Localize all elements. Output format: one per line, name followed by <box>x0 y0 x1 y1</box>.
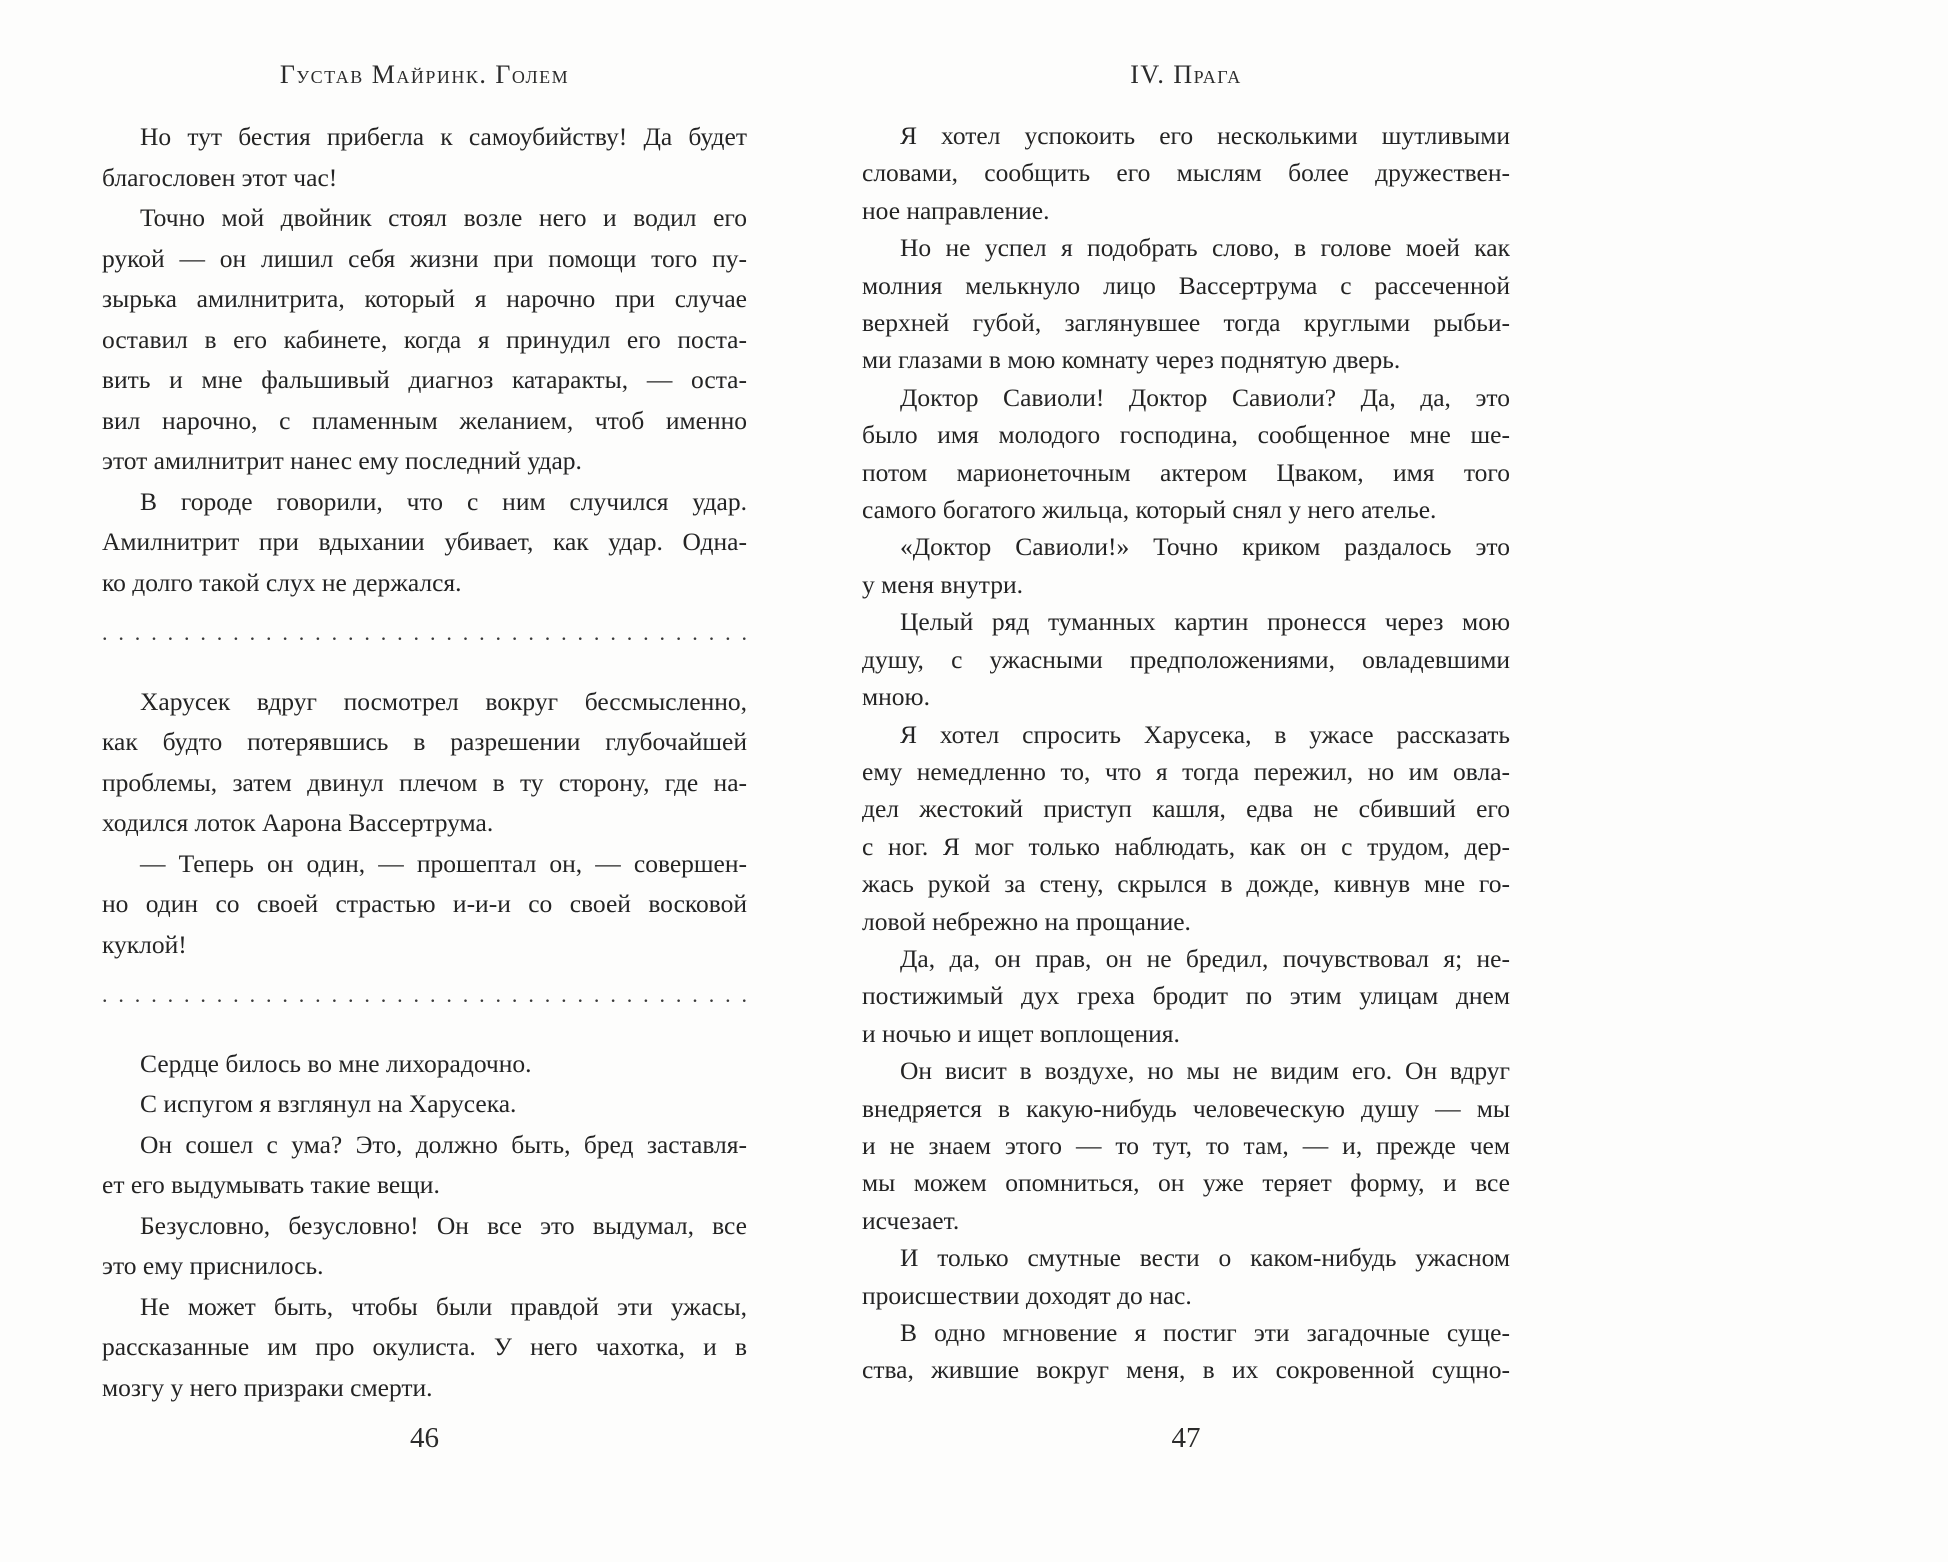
paragraph <box>102 844 747 966</box>
section-break-dots: . . . . . . . . . . . . . . . . . . . . . . . . . . . . . . . . . . . . . . . . <box>102 620 747 645</box>
text-line: мы можем опомниться, он уже теряет форму, и все <box>862 1168 1510 1198</box>
text-line: ко долго такой слух не держался. <box>102 567 462 597</box>
right-page-number: 47 <box>1171 1422 1201 1454</box>
text-line: как будто потерявшись в разрешении глубочайшей <box>102 727 747 756</box>
text-line: В одно мгновение я постиг эти загадочные суще- <box>900 1318 1510 1347</box>
text-line: постижимый дух греха бродит по этим улицам днем <box>862 981 1510 1011</box>
text-line: рассказанные им про окулиста. У него чахотка, и в <box>102 1332 747 1361</box>
text-line: В городе говорили, что с ним случился удар. <box>140 486 747 516</box>
text-line: ми глазами в мою комнату через поднятую дверь. <box>862 345 1401 375</box>
text-line: происшествии доходят до нас. <box>862 1280 1192 1310</box>
left-page <box>102 60 747 1520</box>
text-line: Но тут бестия прибегла к самоубийству! Да будет <box>140 122 747 151</box>
text-line: проблемы, затем двинул плечом в ту сторону, где на- <box>102 767 747 797</box>
text-line: ет его выдумывать такие вещи. <box>102 1170 440 1199</box>
paragraph <box>102 1206 747 1287</box>
text-line: Я хотел успокоить его несколькими шутливыми <box>900 121 1510 150</box>
paragraph <box>862 603 1510 715</box>
section-break-dots: . . . . . . . . . . . . . . . . . . . . . . . . . . . . . . . . . . . . . . . . <box>102 982 747 1007</box>
text-line: Я хотел спросить Харусека, в ужасе рассказать <box>900 719 1510 749</box>
paragraph <box>102 1287 747 1409</box>
text-line: и не знаем этого — то тут, то там, — и, прежде чем <box>862 1130 1510 1160</box>
text-line: зырька амилнитрита, который я нарочно при случае <box>102 284 747 313</box>
text-line: Точно мой двойник стоял возле него и водил его <box>140 203 747 232</box>
paragraph <box>102 682 747 844</box>
text-line: исчезает. <box>862 1205 960 1235</box>
paragraph <box>102 198 747 482</box>
paragraph <box>862 1239 1510 1314</box>
paragraph <box>862 117 1510 229</box>
text-line: ходился лоток Аарона Вассертрума. <box>102 808 494 837</box>
text-line: оставил в его кабинете, когда я принудил его поста- <box>102 324 747 354</box>
right-page <box>862 60 1510 1520</box>
text-line: было имя молодого господина, сообщенное мне ше- <box>862 420 1510 450</box>
text-line: вить и мне фальшивый диагноз катаракты, — оста- <box>102 365 747 394</box>
text-line: Да, да, он прав, он не бредил, почувствовал я; не- <box>900 943 1510 973</box>
paragraph <box>862 229 1510 379</box>
text-line: этот амилнитрит нанес ему последний удар. <box>102 446 582 475</box>
text-line: потом марионеточным актером Цваком, имя того <box>862 457 1510 487</box>
text-line: и ночью и ищет воплощения. <box>862 1018 1180 1048</box>
text-line: с ног. Я мог только наблюдать, как он с трудом, дер- <box>862 831 1510 861</box>
text-line: куклой! <box>102 929 187 959</box>
text-line: Амилнитрит при вдыхании убивает, как удар. Одна- <box>102 527 747 556</box>
text-line: ное направление. <box>862 195 1050 225</box>
text-line: Сердце билось во мне лихорадочно. <box>140 1048 532 1078</box>
text-line: благословен этот час! <box>102 162 338 192</box>
right-running-header: IV. Прага <box>1130 60 1242 89</box>
text-line: верхней губой, заглянувшее тогда круглыми рыбьи- <box>862 308 1510 338</box>
text-line: рукой — он лишил себя жизни при помощи того пу- <box>102 243 747 273</box>
text-line: — Теперь он один, — прошептал он, — совершен- <box>140 848 747 878</box>
left-page-text <box>102 117 747 1408</box>
paragraph <box>862 528 1510 603</box>
text-line: И только смутные вести о каком-нибудь ужасном <box>900 1243 1510 1273</box>
text-line: Целый ряд туманных картин пронесся через мою <box>900 607 1510 637</box>
text-line: вил нарочно, с пламенным желанием, чтоб именно <box>102 405 747 435</box>
text-line: у меня внутри. <box>862 569 1023 599</box>
text-line: душу, с ужасными предположениями, овладевшими <box>862 644 1510 674</box>
text-line: самого богатого жильца, который снял у него ателье. <box>862 495 1437 525</box>
text-line: внедряется в какую-нибудь человеческую душу — мы <box>862 1093 1510 1123</box>
text-line: ловой небрежно на прощание. <box>862 906 1191 936</box>
paragraph <box>102 1125 747 1206</box>
text-line: мозгу у него призраки смерти. <box>102 1372 433 1402</box>
left-page-number: 46 <box>410 1422 439 1454</box>
text-line: ему немедленно то, что я тогда пережил, но им овла- <box>862 756 1510 786</box>
text-line: Доктор Савиоли! Доктор Савиоли? Да, да, это <box>900 382 1510 412</box>
paragraph <box>102 482 747 604</box>
text-line: ства, жившие вокруг меня, в их сокровенной сущно- <box>862 1355 1510 1385</box>
text-line: Харусек вдруг посмотрел вокруг бессмысленно, <box>140 686 747 716</box>
paragraph <box>862 716 1510 940</box>
text-line: дел жестокий приступ кашля, едва не сбивший его <box>862 794 1510 824</box>
text-line: мною. <box>862 682 930 712</box>
paragraph <box>862 1052 1510 1239</box>
paragraph <box>862 379 1510 529</box>
paragraph <box>102 1044 747 1085</box>
text-line: Он висит в воздухе, но мы не видим его. Он вдруг <box>900 1056 1510 1086</box>
text-line: «Доктор Савиоли!» Точно криком раздалось это <box>900 532 1510 562</box>
paragraph <box>102 1084 747 1125</box>
text-line: но один со своей страстью и-и-и со своей восковой <box>102 889 747 918</box>
text-line: Безусловно, безусловно! Он все это выдумал, все <box>140 1210 747 1240</box>
text-line: Он сошел с ума? Это, должно быть, бред заставля- <box>140 1129 747 1159</box>
text-line: словами, сообщить его мыслям более дружествен- <box>862 158 1510 188</box>
text-line: это ему приснилось. <box>102 1251 324 1280</box>
text-line: С испугом я взглянул на Харусека. <box>140 1089 517 1118</box>
text-line: жась рукой за стену, скрылся в дожде, кивнув мне го- <box>862 869 1510 899</box>
right-page-text <box>862 117 1510 1389</box>
paragraph <box>102 117 747 198</box>
paragraph <box>862 940 1510 1052</box>
text-line: Но не успел я подобрать слово, в голове моей как <box>900 233 1510 263</box>
text-line: молния мелькнуло лицо Вассертрума с рассеченной <box>862 270 1510 300</box>
text-line: Не может быть, чтобы были правдой эти ужасы, <box>140 1291 747 1321</box>
left-running-header: Густав Майринк. Голем <box>279 60 570 89</box>
paragraph <box>862 1314 1510 1389</box>
